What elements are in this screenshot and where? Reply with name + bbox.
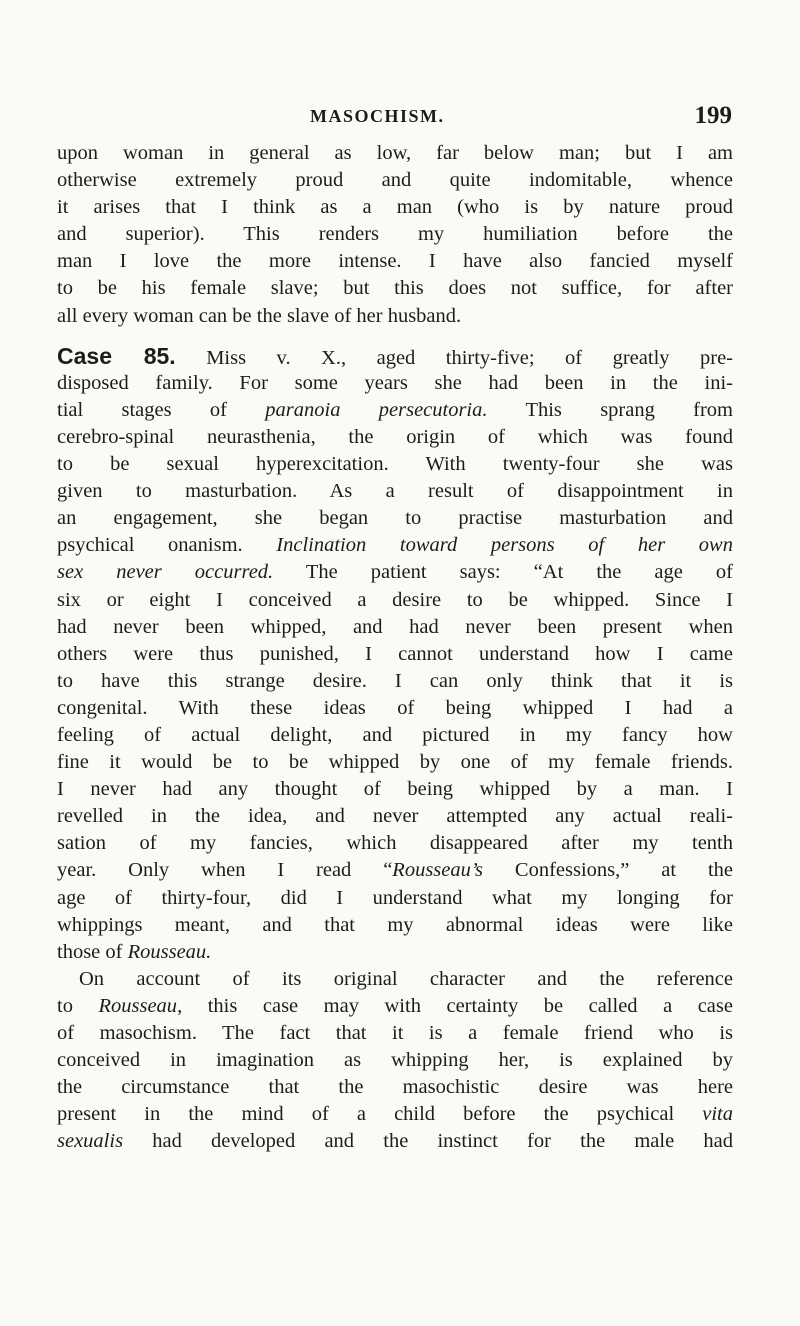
text-line: tial stages of paranoia persecutoria. This sprang from (57, 398, 733, 421)
case-heading: Case 85. (57, 342, 176, 369)
body-text (57, 140, 733, 1155)
text-line: had never been whipped, and had never been present when (57, 615, 733, 638)
text-line: congenital. With these ideas of being whipped I had a (57, 696, 733, 719)
text-line: all every woman can be the slave of her husband. (57, 304, 462, 327)
paragraph-continuation (57, 140, 733, 330)
text-line: sation of my fancies, which disappeared after my tenth (57, 832, 733, 855)
italic-name: Rousseau’s (392, 859, 484, 882)
text-line: others were thus punished, I cannot understand how I came (57, 642, 733, 665)
italic-phrase: Inclination toward persons of her own (276, 534, 733, 557)
text-line: upon woman in general as low, far below man; but I am (57, 142, 733, 164)
text-line: otherwise extremely proud and quite indomitable, whence (57, 169, 733, 192)
section-spacer (57, 330, 733, 343)
text-line: cerebro-spinal neurasthenia, the origin of which was found (57, 425, 733, 448)
text-line: I never had any thought of being whipped by a man. I (57, 778, 733, 801)
italic-name: Rousseau. (127, 940, 212, 963)
running-title: MASOCHISM. (310, 106, 445, 126)
text-line: the circumstance that the masochistic desire was here (57, 1076, 733, 1099)
commentary-paragraph (57, 966, 733, 1156)
text-line: sexualis had developed and the instinct for the male had (57, 1130, 733, 1153)
text-line: age of thirty-four, did I understand what my longing for (57, 886, 733, 909)
text-line: conceived in imagination as whipping her, is explained by (57, 1049, 733, 1072)
text-line: to Rousseau, this case may with certainty be called a case (57, 994, 733, 1017)
text-line: fine it would be to be whipped by one of my female friends. (57, 751, 733, 774)
text-line: whippings meant, and that my abnormal ideas were like (57, 913, 733, 936)
text-line: man I love the more intense. I have also fancied myself (57, 250, 733, 273)
italic-phrase: sex never occurred. (57, 561, 274, 584)
text-line: it arises that I think as a man (who is by nature proud (57, 196, 733, 219)
text-line: On account of its original character and the reference (79, 967, 733, 990)
text-line: Case 85. Miss v. X., aged thirty-five; of greatly pre- (57, 342, 733, 369)
page-number: 199 (694, 102, 732, 129)
text-line: disposed family. For some years she had been in the ini- (57, 371, 733, 394)
text-line: feeling of actual delight, and pictured in my fancy how (57, 723, 733, 746)
italic-term: vita (702, 1103, 733, 1126)
text-line: and superior). This renders my humiliation before the (57, 223, 733, 246)
text-line: present in the mind of a child before the psychical vita (57, 1103, 733, 1126)
text-line: given to masturbation. As a result of disappointment in (57, 480, 733, 503)
text-line: an engagement, she began to practise masturbation and (57, 507, 733, 530)
text-line: to have this strange desire. I can only think that it is (57, 669, 733, 692)
text-line: six or eight I conceived a desire to be whipped. Since I (57, 588, 733, 611)
italic-term: sexualis (57, 1130, 124, 1153)
text-line: to be sexual hyperexcitation. With twenty-four she was (57, 453, 733, 476)
case-paragraph (57, 343, 733, 966)
italic-name: Rousseau (98, 994, 178, 1017)
text-line: sex never occurred. The patient says: “At the age of (57, 561, 733, 584)
text-line: year. Only when I read “Rousseau’s Confessions,” at the (57, 859, 733, 882)
italic-term: paranoia persecutoria. (265, 398, 488, 421)
running-head (310, 102, 732, 136)
text-line: revelled in the idea, and never attempted any actual reali- (57, 805, 733, 828)
text-line: psychical onanism. Inclination toward persons of her own (57, 534, 733, 557)
text-line: of masochism. The fact that it is a female friend who is (57, 1022, 733, 1044)
text-line: to be his female slave; but this does not suffice, for after (57, 277, 733, 300)
text-line: those of Rousseau. (57, 940, 212, 963)
